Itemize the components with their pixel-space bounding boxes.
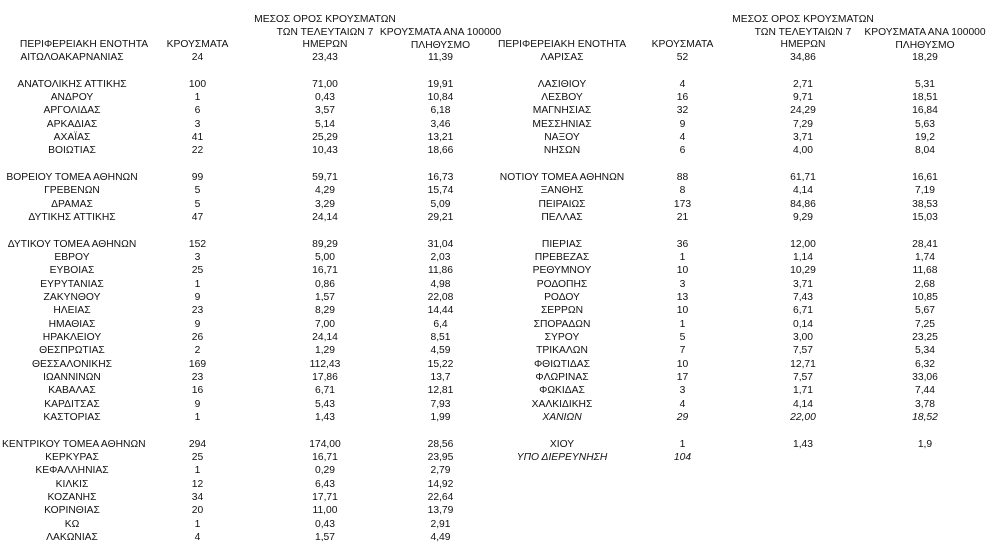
region-cell: ΠΕΛΛΑΣ: [541, 211, 583, 223]
table-row: [0, 451, 1000, 464]
table-row: [0, 291, 1000, 304]
region-cell: ΤΡΙΚΑΛΩΝ: [536, 345, 588, 357]
region-cell: ΡΟΔΟΥ: [544, 291, 580, 303]
header-region-left: ΠΕΡΙΦΕΡΕΙΑΚΗ ΕΝΟΤΗΤΑ: [19, 39, 149, 50]
region-cell: ΙΩΑΝΝΙΝΩΝ: [43, 371, 101, 383]
cases-cell: 4: [679, 78, 686, 90]
region-cell: ΜΑΓΝΗΣΙΑΣ: [532, 105, 592, 117]
cases-cell: 34: [191, 491, 204, 503]
table-row: [0, 411, 1000, 424]
region-cell: ΚΑΣΤΟΡΙΑΣ: [43, 411, 101, 423]
per100k-cell: 1,9: [917, 438, 933, 450]
per100k-cell: 7,44: [914, 385, 936, 397]
avg-cell: 25,29: [312, 131, 338, 143]
cases-cell: 3: [194, 118, 201, 130]
per100k-cell: 13,7: [430, 371, 451, 383]
per100k-cell: 13,21: [427, 131, 454, 143]
cases-cell: 4: [194, 531, 201, 543]
region-cell: ΦΛΩΡΙΝΑΣ: [535, 371, 589, 383]
table-row: [0, 278, 1000, 291]
avg-cell: 7,00: [314, 318, 336, 330]
per100k-cell: 11,68: [912, 265, 938, 277]
cases-cell: 17: [676, 371, 689, 383]
table-row: [0, 358, 1000, 371]
per100k-cell: 19,91: [427, 78, 454, 90]
avg-cell: 84,86: [790, 198, 816, 210]
cases-cell: 47: [191, 211, 204, 223]
per100k-cell: 18,29: [912, 52, 938, 63]
table-row: [0, 464, 1000, 477]
table-row: [0, 131, 1000, 144]
avg-cell: 34,86: [790, 52, 816, 63]
region-cell: ΡΕΘΥΜΝΟΥ: [532, 265, 592, 277]
avg-cell: 4,14: [792, 185, 814, 197]
header-per100k-right: [850, 27, 1000, 52]
avg-cell: 6,71: [314, 385, 336, 397]
per100k-cell: 2,68: [914, 278, 936, 290]
avg-cell: 59,71: [312, 171, 338, 183]
header-avg-line1: ΜΕΣΟΣ ΟΡΟΣ ΚΡΟΥΣΜΑΤΩΝ: [732, 14, 874, 25]
per100k-cell: 14,92: [427, 478, 454, 490]
per100k-cell: 1,74: [914, 251, 936, 263]
region-cell: ΕΒΡΟΥ: [54, 251, 90, 263]
per100k-cell: 7,93: [430, 398, 451, 410]
region-cell: ΦΘΙΩΤΙΔΑΣ: [533, 358, 591, 370]
cases-cell: 21: [676, 211, 689, 223]
table-row: [0, 78, 1000, 91]
per100k-cell: 5,67: [914, 305, 936, 317]
per100k-cell: 18,51: [912, 91, 938, 103]
header-avg-line3: ΗΜΕΡΩΝ: [302, 39, 348, 50]
avg-cell: 16,71: [312, 265, 338, 277]
region-cell: ΝΟΤΙΟΥ ΤΟΜΕΑ ΑΘΗΝΩΝ: [499, 171, 625, 183]
header-avg-line1: ΜΕΣΟΣ ΟΡΟΣ ΚΡΟΥΣΜΑΤΩΝ: [254, 14, 396, 25]
per100k-cell: 12,81: [427, 385, 454, 397]
avg-cell: 3,71: [792, 278, 814, 290]
avg-cell: 17,86: [312, 371, 338, 383]
region-cell: ΛΕΣΒΟΥ: [541, 91, 583, 103]
header-per100k-left: [368, 27, 513, 52]
per100k-cell: 15,74: [427, 185, 454, 197]
per100k-cell: 16,84: [912, 105, 938, 117]
table-row: [0, 264, 1000, 277]
region-cell: ΣΥΡΟΥ: [544, 331, 580, 343]
avg-cell: 17,71: [312, 491, 338, 503]
header-cases-left: ΚΡΟΥΣΜΑΤΑ: [166, 39, 229, 50]
per100k-cell: 4,98: [430, 278, 451, 290]
cases-cell: 104: [673, 451, 692, 463]
per100k-cell: 15,22: [427, 358, 454, 370]
table-row: [0, 371, 1000, 384]
cases-cell: 12: [191, 478, 204, 490]
avg-cell: 2,71: [792, 78, 814, 90]
region-cell: ΥΠΟ ΔΙΕΡΕΥΝΗΣΗ: [516, 451, 608, 463]
per100k-cell: 31,04: [427, 238, 454, 250]
avg-cell: 3,00: [792, 331, 814, 343]
avg-cell: 24,29: [790, 105, 816, 117]
avg-cell: 1,14: [792, 251, 814, 263]
region-cell: ΗΛΕΙΑΣ: [53, 305, 91, 317]
cases-cell: 23: [191, 371, 204, 383]
avg-cell: 1,71: [792, 385, 814, 397]
cases-cell: 26: [191, 331, 204, 343]
region-cell: ΧΙΟΥ: [549, 438, 575, 450]
cases-cell: 3: [194, 251, 201, 263]
region-cell: ΦΩΚΙΔΑΣ: [539, 385, 585, 397]
avg-cell: 0,29: [314, 465, 336, 477]
avg-cell: 24,14: [312, 331, 338, 343]
per100k-cell: 2,91: [430, 518, 451, 530]
region-cell: ΗΜΑΘΙΑΣ: [48, 318, 96, 330]
region-cell: ΠΡΕΒΕΖΑΣ: [534, 251, 590, 263]
avg-cell: 1,43: [792, 438, 814, 450]
table-row: [0, 51, 1000, 64]
avg-cell: 1,57: [314, 531, 336, 543]
cases-cell: 5: [679, 331, 686, 343]
avg-cell: 3,71: [792, 131, 814, 143]
cases-cell: 4: [679, 398, 686, 410]
avg-cell: 4,00: [792, 145, 814, 157]
cases-cell: 6: [679, 145, 686, 157]
avg-cell: 7,29: [792, 118, 814, 130]
per100k-cell: 5,31: [914, 78, 936, 90]
per100k-cell: 2,03: [430, 251, 451, 263]
per100k-cell: 29,21: [427, 211, 454, 223]
cases-cell: 1: [679, 438, 686, 450]
avg-cell: 0,86: [314, 278, 336, 290]
cases-cell: 16: [676, 91, 689, 103]
table-row: [0, 331, 1000, 344]
avg-cell: 11,00: [312, 505, 338, 517]
per100k-cell: 5,63: [914, 118, 936, 130]
table-row: [0, 184, 1000, 197]
cases-cell: 100: [188, 78, 207, 90]
per100k-cell: 16,61: [912, 171, 938, 183]
region-cell: ΚΩ: [64, 518, 80, 530]
avg-cell: 6,71: [792, 305, 814, 317]
per100k-cell: 18,66: [427, 145, 454, 157]
cases-cell: 36: [676, 238, 689, 250]
per100k-cell: 4,49: [430, 531, 451, 543]
cases-cell: 4: [679, 131, 686, 143]
avg-cell: 174,00: [309, 438, 341, 450]
table-row: [0, 491, 1000, 504]
per100k-cell: 10,85: [912, 291, 938, 303]
per100k-cell: 3,78: [914, 398, 936, 410]
per100k-cell: 23,95: [427, 451, 454, 463]
region-cell: ΚΙΛΚΙΣ: [55, 478, 89, 490]
cases-cell: 52: [676, 52, 689, 63]
cases-cell: 9: [194, 318, 201, 330]
region-cell: ΚΕΡΚΥΡΑΣ: [45, 451, 99, 463]
per100k-cell: 5,34: [914, 345, 936, 357]
per100k-cell: 7,25: [914, 318, 936, 330]
avg-cell: 16,71: [312, 451, 338, 463]
cases-cell: 8: [679, 185, 686, 197]
header-cases-right: ΚΡΟΥΣΜΑΤΑ: [651, 39, 714, 50]
cases-cell: 9: [194, 398, 201, 410]
header-avg-line2: ΤΩΝ ΤΕΛΕΥΤΑΙΩΝ 7: [754, 26, 852, 38]
region-cell: ΕΥΡΥΤΑΝΙΑΣ: [40, 278, 104, 290]
per100k-cell: 28,41: [912, 238, 938, 250]
per100k-cell: 22,08: [427, 291, 454, 303]
avg-cell: 9,29: [792, 211, 814, 223]
per100k-cell: 38,53: [912, 198, 938, 210]
region-cell: ΝΑΞΟΥ: [544, 131, 580, 143]
avg-cell: 1,57: [314, 291, 336, 303]
region-cell: ΛΑΚΩΝΙΑΣ: [46, 531, 98, 543]
table-row: [0, 144, 1000, 157]
per100k-cell: 7,19: [914, 185, 936, 197]
per100k-cell: 28,56: [427, 438, 454, 450]
cases-cell: 25: [191, 265, 204, 277]
cases-cell: 294: [188, 438, 207, 450]
avg-cell: 5,14: [314, 118, 336, 130]
table-row: [0, 198, 1000, 211]
region-cell: ΛΑΣΙΘΙΟΥ: [537, 78, 587, 90]
avg-cell: 7,57: [792, 345, 814, 357]
per100k-cell: 1,99: [430, 411, 451, 423]
cases-cell: 1: [194, 518, 201, 530]
avg-cell: 24,14: [312, 211, 338, 223]
avg-cell: 1,43: [314, 411, 336, 423]
per100k-cell: 3,46: [430, 118, 451, 130]
cases-cell: 3: [679, 385, 686, 397]
avg-cell: 22,00: [790, 411, 816, 423]
region-cell: ΑΝΑΤΟΛΙΚΗΣ ΑΤΤΙΚΗΣ: [17, 78, 127, 90]
per100k-cell: 16,73: [427, 171, 454, 183]
table-row: [0, 398, 1000, 411]
per100k-cell: 13,79: [427, 505, 454, 517]
table-row: [0, 318, 1000, 331]
cases-cell: 22: [191, 145, 204, 157]
table-row: [0, 104, 1000, 117]
region-cell: ΡΟΔΟΠΗΣ: [536, 278, 588, 290]
cases-cell: 1: [679, 318, 686, 330]
region-cell: ΑΙΤΩΛΟΑΚΑΡΝΑΝΙΑΣ: [20, 52, 124, 63]
region-cell: ΔΥΤΙΚΟΥ ΤΟΜΕΑ ΑΘΗΝΩΝ: [7, 238, 137, 250]
per100k-cell: 14,44: [427, 305, 454, 317]
region-cell: ΛΑΡΙΣΑΣ: [540, 52, 584, 63]
header-avg-line2: ΤΩΝ ΤΕΛΕΥΤΑΙΩΝ 7: [276, 26, 374, 38]
region-cell: ΘΕΣΠΡΩΤΙΑΣ: [39, 345, 105, 357]
table-row: [0, 531, 1000, 544]
region-cell: ΚΕΝΤΡΙΚΟΥ ΤΟΜΕΑ ΑΘΗΝΩΝ: [2, 438, 146, 450]
avg-cell: 7,43: [792, 291, 814, 303]
region-cell: ΑΝΔΡΟΥ: [50, 91, 94, 103]
table-row: [0, 238, 1000, 251]
region-cell: ΓΡΕΒΕΝΩΝ: [44, 185, 100, 197]
region-cell: ΧΑΛΚΙΔΙΚΗΣ: [531, 398, 593, 410]
region-cell: ΧΑΝΙΩΝ: [542, 411, 582, 423]
header-per100k-line2: ΠΛΗΘΥΣΜΟ: [410, 39, 471, 51]
cases-cell: 2: [194, 345, 201, 357]
cases-cell: 88: [676, 171, 689, 183]
region-cell: ΘΕΣΣΑΛΟΝΙΚΗΣ: [31, 358, 113, 370]
avg-cell: 0,43: [314, 518, 336, 530]
per100k-cell: 2,79: [430, 465, 451, 477]
per100k-cell: 6,32: [914, 358, 936, 370]
header-region-right: ΠΕΡΙΦΕΡΕΙΑΚΗ ΕΝΟΤΗΤΑ: [498, 39, 627, 50]
region-cell: ΖΑΚΥΝΘΟΥ: [43, 291, 101, 303]
region-cell: ΚΑΡΔΙΤΣΑΣ: [44, 398, 100, 410]
per100k-cell: 10,84: [427, 91, 454, 103]
per100k-cell: 8,51: [430, 331, 451, 343]
avg-cell: 3,29: [314, 198, 336, 210]
cases-cell: 7: [679, 345, 686, 357]
cases-cell: 1: [194, 465, 201, 477]
region-cell: ΠΕΙΡΑΙΩΣ: [538, 198, 586, 210]
avg-cell: 4,14: [792, 398, 814, 410]
cases-cell: 10: [676, 358, 689, 370]
region-cell: ΚΟΖΑΝΗΣ: [47, 491, 97, 503]
avg-cell: 10,43: [312, 145, 338, 157]
per100k-cell: 11,86: [427, 265, 453, 277]
region-cell: ΑΡΓΟΛΙΔΑΣ: [43, 105, 101, 117]
per100k-cell: 22,64: [427, 491, 454, 503]
cases-cell: 99: [191, 171, 204, 183]
cases-cell: 25: [191, 451, 204, 463]
table-row: [0, 384, 1000, 397]
region-cell: ΚΟΡΙΝΘΙΑΣ: [44, 505, 100, 517]
avg-cell: 0,43: [314, 91, 336, 103]
cases-cell: 16: [191, 385, 204, 397]
region-cell: ΜΕΣΣΗΝΙΑΣ: [532, 118, 592, 130]
avg-cell: 112,43: [309, 358, 341, 370]
region-cell: ΒΟΡΕΙΟΥ ΤΟΜΕΑ ΑΘΗΝΩΝ: [6, 171, 138, 183]
region-cell: ΚΑΒΑΛΑΣ: [48, 385, 96, 397]
avg-cell: 12,71: [790, 358, 816, 370]
table-row: [0, 304, 1000, 317]
region-cell: ΒΟΙΩΤΙΑΣ: [48, 145, 96, 157]
header-avg-line3: ΗΜΕΡΩΝ: [780, 39, 826, 50]
cases-cell: 1: [194, 91, 201, 103]
table-row: [0, 344, 1000, 357]
avg-cell: 23,43: [312, 52, 338, 63]
table-row: [0, 211, 1000, 224]
cases-cell: 10: [676, 265, 689, 277]
per100k-cell: 33,06: [912, 371, 938, 383]
table-row: [0, 504, 1000, 517]
avg-cell: 6,43: [314, 478, 336, 490]
cases-cell: 20: [191, 505, 204, 517]
avg-cell: 5,43: [314, 398, 336, 410]
cases-cell: 24: [191, 52, 204, 63]
avg-cell: 5,00: [314, 251, 336, 263]
table-row: [0, 118, 1000, 131]
avg-cell: 8,29: [314, 305, 336, 317]
cases-cell: 41: [191, 131, 204, 143]
avg-cell: 10,29: [790, 265, 816, 277]
region-cell: ΑΧΑΪΑΣ: [53, 131, 91, 143]
avg-cell: 4,29: [314, 185, 336, 197]
header-per100k-line2: ΠΛΗΘΥΣΜΟ: [895, 39, 955, 51]
region-cell: ΞΑΝΘΗΣ: [540, 185, 584, 197]
table-row: [0, 171, 1000, 184]
cases-cell: 9: [679, 118, 686, 130]
region-cell: ΣΕΡΡΩΝ: [540, 305, 584, 317]
header-per100k-line1: ΚΡΟΥΣΜΑΤΑ ΑΝΑ 100000: [864, 27, 986, 38]
avg-cell: 61,71: [790, 171, 816, 183]
cases-cell: 3: [679, 278, 686, 290]
table-row: [0, 91, 1000, 104]
avg-cell: 7,57: [792, 371, 814, 383]
region-cell: ΕΥΒΟΙΑΣ: [49, 265, 95, 277]
per100k-cell: 11,39: [427, 52, 453, 63]
cases-cell: 29: [676, 411, 689, 423]
avg-cell: 89,29: [312, 238, 338, 250]
avg-cell: 3,57: [314, 105, 336, 117]
avg-cell: 9,71: [792, 91, 814, 103]
per100k-cell: 6,4: [433, 318, 448, 330]
avg-cell: 0,14: [792, 318, 814, 330]
cases-cell: 6: [194, 105, 201, 117]
cases-cell: 23: [191, 305, 204, 317]
per100k-cell: 15,03: [912, 211, 938, 223]
region-cell: ΔΡΑΜΑΣ: [51, 198, 93, 210]
cases-cell: 13: [676, 291, 689, 303]
table-row: [0, 438, 1000, 451]
region-cell: ΗΡΑΚΛΕΙΟΥ: [42, 331, 102, 343]
region-cell: ΣΠΟΡΑΔΩΝ: [533, 318, 591, 330]
cases-cell: 152: [188, 238, 207, 250]
per100k-cell: 19,2: [914, 131, 936, 143]
cases-cell: 32: [676, 105, 689, 117]
table-row: [0, 478, 1000, 491]
cases-cell: 9: [194, 291, 201, 303]
per100k-cell: 5,09: [430, 198, 451, 210]
region-cell: ΔΥΤΙΚΗΣ ΑΤΤΙΚΗΣ: [28, 211, 116, 223]
cases-cell: 5: [194, 185, 201, 197]
per100k-cell: 8,04: [914, 145, 936, 157]
per100k-cell: 23,25: [912, 331, 938, 343]
table-row: [0, 518, 1000, 531]
region-cell: ΝΗΣΩΝ: [543, 145, 581, 157]
cases-cell: 5: [194, 198, 201, 210]
region-cell: ΑΡΚΑΔΙΑΣ: [46, 118, 98, 130]
avg-cell: 71,00: [312, 78, 338, 90]
cases-cell: 169: [188, 358, 207, 370]
cases-cell: 1: [679, 251, 686, 263]
avg-cell: 1,29: [314, 345, 336, 357]
region-cell: ΠΙΕΡΙΑΣ: [541, 238, 583, 250]
table-row: [0, 251, 1000, 264]
cases-cell: 10: [676, 305, 689, 317]
per100k-cell: 4,59: [430, 345, 451, 357]
avg-cell: 12,00: [790, 238, 816, 250]
cases-cell: 1: [194, 411, 201, 423]
region-cell: ΚΕΦΑΛΛΗΝΙΑΣ: [35, 465, 109, 477]
cases-cell: 1: [194, 278, 201, 290]
per100k-cell: 6,18: [430, 105, 451, 117]
cases-cell: 173: [673, 198, 692, 210]
header-per100k-line1: ΚΡΟΥΣΜΑΤΑ ΑΝΑ 100000: [379, 27, 502, 38]
per100k-cell: 18,52: [912, 411, 938, 423]
